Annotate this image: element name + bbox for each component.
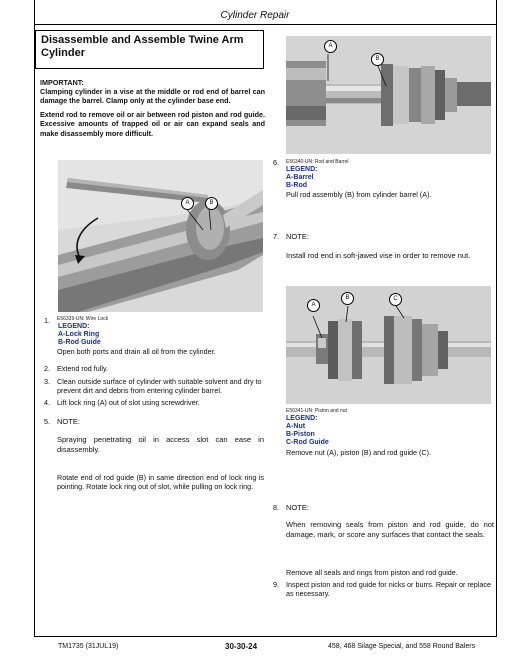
note-label: NOTE:	[286, 232, 309, 241]
footer-product: 458, 468 Silage Special, and 558 Round Balers	[328, 643, 476, 650]
step-text: Extend rod fully.	[57, 364, 109, 373]
important-paragraph-1: Clamping cylinder in a vise at the middle or rod end of barrel can damage the barrel. Clamp only at the cylinder base end.	[40, 87, 265, 106]
footer-page-number: 30-30-24	[225, 642, 258, 651]
footer-rule	[34, 636, 497, 637]
figure-caption: E56339-UN: Wire Lock	[57, 316, 109, 322]
step-number: 1.	[44, 316, 50, 325]
section-title: Disassemble and Assemble Twine Arm Cylinder	[35, 30, 264, 69]
legend-item: C-Rod Guide	[286, 439, 329, 446]
important-label: IMPORTANT:	[40, 78, 84, 87]
step-text: Inspect piston and rod guide for nicks or burrs. Repair or replace as necessary.	[286, 580, 491, 599]
page-border-left	[34, 0, 35, 636]
legend-title: LEGEND:	[58, 323, 90, 330]
note-label: NOTE:	[57, 417, 80, 426]
rod-barrel-photo	[286, 36, 491, 154]
step-text: Remove nut (A), piston (B) and rod guide (C).	[286, 448, 432, 457]
page-header: Cylinder Repair	[220, 10, 290, 21]
legend-title: LEGEND:	[286, 415, 318, 422]
step-number: 9.	[273, 580, 279, 589]
step-number: 8.	[273, 503, 279, 512]
callout-a: A	[181, 197, 194, 210]
legend-item: A-Lock Ring	[58, 331, 100, 338]
step-text: Clean outside surface of cylinder with suitable solvent and dry to prevent dirt and debris from entering cylinder barrel.	[57, 377, 262, 396]
step-text: Pull rod assembly (B) from cylinder barrel (A).	[286, 190, 432, 199]
legend-title: LEGEND:	[286, 166, 318, 173]
important-paragraph-2: Extend rod to remove oil or air between rod piston and rod guide. Excessive amounts of trapped oil or air can expand seals and make disassembly more difficult.	[40, 110, 265, 138]
callout-a: A	[307, 299, 320, 312]
callout-b: B	[341, 292, 354, 305]
legend-item: B-Rod Guide	[58, 339, 101, 346]
legend-item: A-Nut	[286, 423, 306, 430]
step-text: Lift lock ring (A) out of slot using screwdriver.	[57, 398, 200, 407]
legend-item: A-Barrel	[286, 174, 314, 181]
step-text: Open both ports and drain all oil from the cylinder.	[57, 347, 216, 356]
page-border-right	[496, 0, 497, 636]
step-number: 3.	[44, 377, 50, 386]
callout-a: A	[324, 40, 337, 53]
remove-seals-text: Remove all seals and rings from piston and rod guide.	[286, 568, 458, 577]
step-number: 7.	[273, 232, 279, 241]
wire-lock-photo	[58, 160, 263, 312]
header-rule	[34, 24, 497, 25]
legend-item: B-Piston	[286, 431, 315, 438]
callout-c: C	[389, 293, 402, 306]
note-text: When removing seals from piston and rod guide, do not damage, mark, or score any surfaces that contact the seals.	[286, 520, 494, 539]
legend-item: B-Rod	[286, 182, 307, 189]
figure-caption: E56341-UN: Piston and nut	[286, 408, 347, 414]
callout-b: B	[205, 197, 218, 210]
figure-caption: E56340-UN: Rod and Barrel	[286, 159, 349, 165]
footer-doc-id: TM1735 (31JUL19)	[58, 643, 119, 650]
callout-b: B	[371, 53, 384, 66]
note-text: Install rod end in soft-jawed vise in order to remove nut.	[286, 251, 471, 260]
step-number: 4.	[44, 398, 50, 407]
step-number: 5.	[44, 417, 50, 426]
rotate-instruction: Rotate end of rod guide (B) in same direction end of lock ring is pointing. Rotate lock ring out of slot, while pulling on lock ring.	[57, 473, 264, 492]
note-text: Spraying penetrating oil in access slot can ease in disassembly.	[57, 435, 264, 454]
step-number: 6.	[273, 158, 279, 167]
note-label: NOTE:	[286, 503, 309, 512]
step-number: 2.	[44, 364, 50, 373]
